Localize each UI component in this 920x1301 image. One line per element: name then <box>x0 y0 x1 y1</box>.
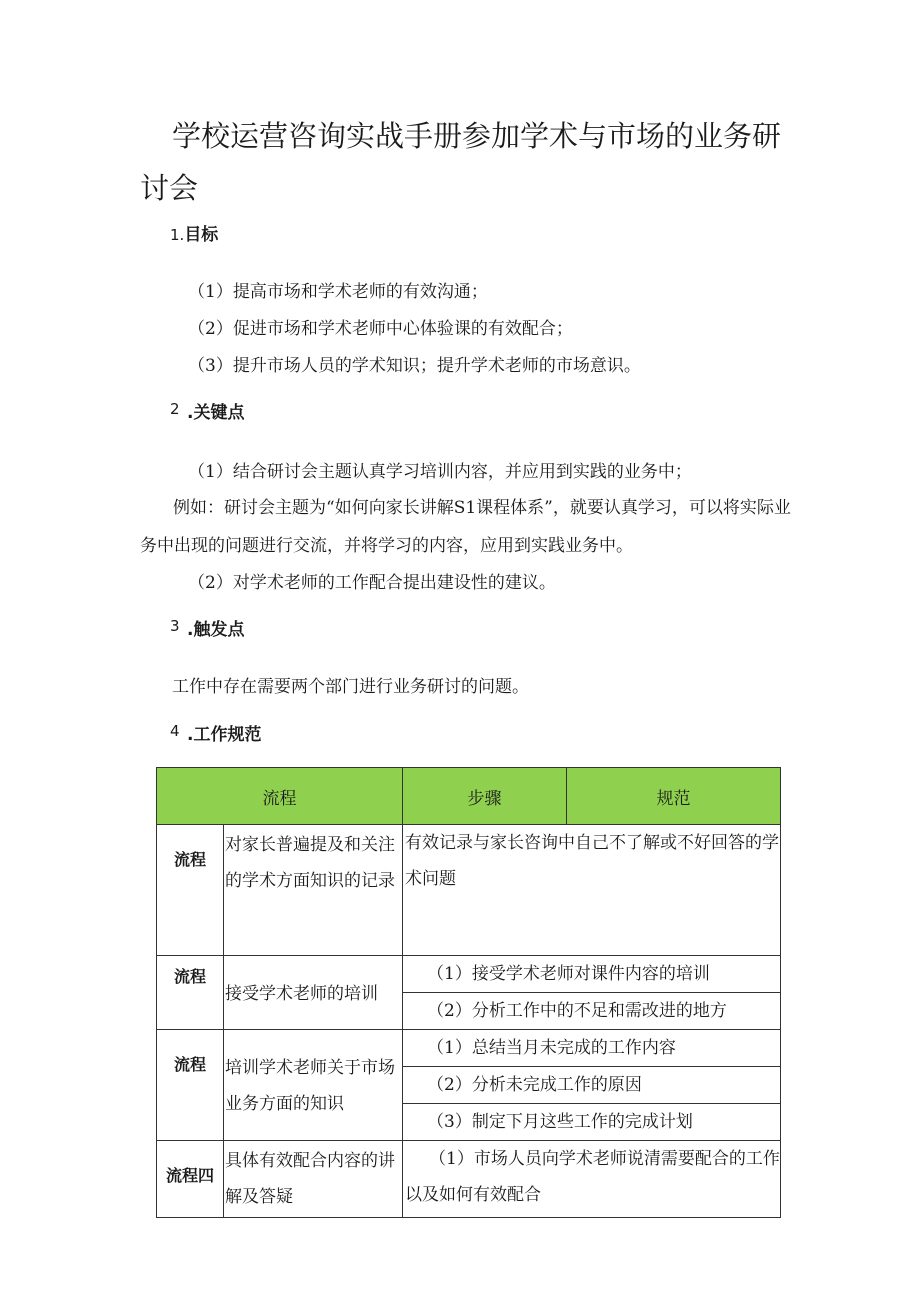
paragraph: 例如：研讨会主题为“如何向家长讲解S1课程体系”，就要认真学习，可以将实际业务中出现的问题进行交流，并将学习的内容，应用到实践业务中。 <box>140 498 791 556</box>
stage-cell: 流程 <box>157 956 224 1030</box>
step-cell: （2）分析未完成工作的原因 <box>403 1067 781 1104</box>
paragraph: （2）对学术老师的工作配合提出建设性的建议。 <box>188 573 556 593</box>
step-cell: （1）总结当月未完成的工作内容 <box>403 1030 781 1067</box>
paragraph: 工作中存在需要两个部门进行业务研讨的问题。 <box>172 677 529 697</box>
section-title: .触发点 <box>187 620 245 640</box>
paragraph: （1）结合研讨会主题认真学习培训内容，并应用到实践的业务中； <box>188 462 692 482</box>
stage-cell: 流程 <box>157 1030 224 1141</box>
table-header-row <box>157 768 781 825</box>
header-step: 步骤 <box>403 768 567 825</box>
table-row <box>157 956 781 993</box>
section-title: .关键点 <box>187 403 245 423</box>
header-standard: 规范 <box>567 768 781 825</box>
paragraph: （2）促进市场和学术老师中心体验课的有效配合； <box>188 319 573 339</box>
table-row <box>157 825 781 956</box>
standard-cell: 有效记录与家长咨询中自己不了解或不好回答的学术问题 <box>403 825 781 956</box>
stage-cell: 流程 <box>157 825 224 956</box>
process-cell: 培训学术老师关于市场业务方面的知识 <box>224 1030 403 1141</box>
section-title: 目标 <box>184 225 219 245</box>
section-heading-goal <box>170 220 218 245</box>
work-standards-table <box>156 767 781 1218</box>
process-cell: 对家长普遍提及和关注的学术方面知识的记录 <box>224 825 403 956</box>
process-cell: 具体有效配合内容的讲解及答疑 <box>224 1141 403 1218</box>
process-cell: 接受学术老师的培训 <box>224 956 403 1030</box>
step-cell: （2）分析工作中的不足和需改进的地方 <box>403 993 781 1030</box>
section-number: 2 <box>170 400 180 418</box>
step-cell: （1）市场人员向学术老师说清需要配合的工作以及如何有效配合 <box>403 1141 781 1218</box>
paragraph: （3）提升市场人员的学术知识；提升学术老师的市场意识。 <box>188 356 641 376</box>
section-number: 1. <box>170 226 185 244</box>
header-process: 流程 <box>157 768 403 825</box>
stage-cell: 流程四 <box>157 1141 224 1218</box>
page-title: 学校运营咨询实战手册参加学术与市场的业务研讨会 <box>140 119 782 205</box>
paragraph: （1）提高市场和学术老师的有效沟通； <box>188 282 488 302</box>
step-cell: （3）制定下月这些工作的完成计划 <box>403 1104 781 1141</box>
section-number: 4 <box>170 722 180 740</box>
table-row <box>157 1141 781 1218</box>
section-number: 3 <box>170 617 180 635</box>
table-row <box>157 1030 781 1067</box>
section-title: .工作规范 <box>187 725 262 745</box>
step-cell: （1）接受学术老师对课件内容的培训 <box>403 956 781 993</box>
